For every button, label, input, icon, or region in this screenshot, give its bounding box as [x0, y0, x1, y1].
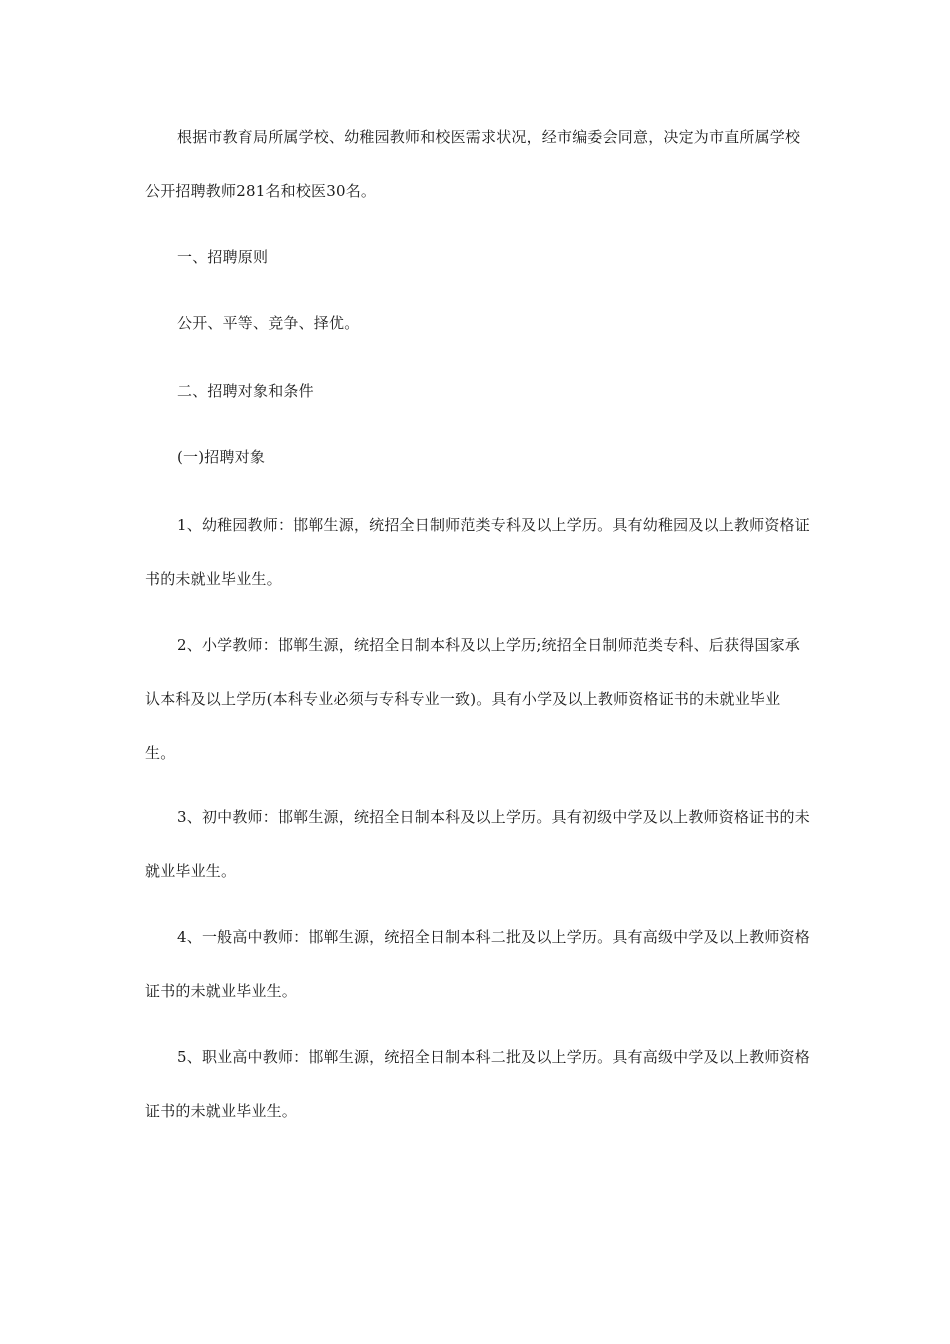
list-item-high-school: 4、一般高中教师：邯郸生源，统招全日制本科二批及以上学历。具有高级中学及以上教师资格证书的未就业毕业生。 — [145, 928, 810, 1000]
list-item-primary: 2、小学教师：邯郸生源，统招全日制本科及以上学历;统招全日制师范类专科、后获得国家承认本科及以上学历(本科专业必须与专科专业一致)。具有小学及以上教师资格证书的未就业毕业生。 — [145, 636, 801, 762]
subsection-heading-targets: (一)招聘对象 — [177, 448, 266, 466]
list-item-kindergarten: 1、幼稚园教师：邯郸生源，统招全日制师范类专科及以上学历。具有幼稚园及以上教师资格证书的未就业毕业生。 — [145, 516, 810, 588]
principles-paragraph: 公开、平等、竞争、择优。 — [177, 314, 360, 332]
list-item-junior-high: 3、初中教师：邯郸生源，统招全日制本科及以上学历。具有初级中学及以上教师资格证书的未就业毕业生。 — [145, 808, 810, 880]
list-item-vocational: 5、职业高中教师：邯郸生源，统招全日制本科二批及以上学历。具有高级中学及以上教师资格证书的未就业毕业生。 — [145, 1048, 810, 1120]
section-heading-principles: 一、招聘原则 — [177, 248, 269, 266]
intro-paragraph: 根据市教育局所属学校、幼稚园教师和校医需求状况，经市编委会同意，决定为市直所属学校公开招聘教师281名和校医30名。 — [145, 128, 801, 200]
section-heading-targets: 二、招聘对象和条件 — [177, 382, 314, 400]
